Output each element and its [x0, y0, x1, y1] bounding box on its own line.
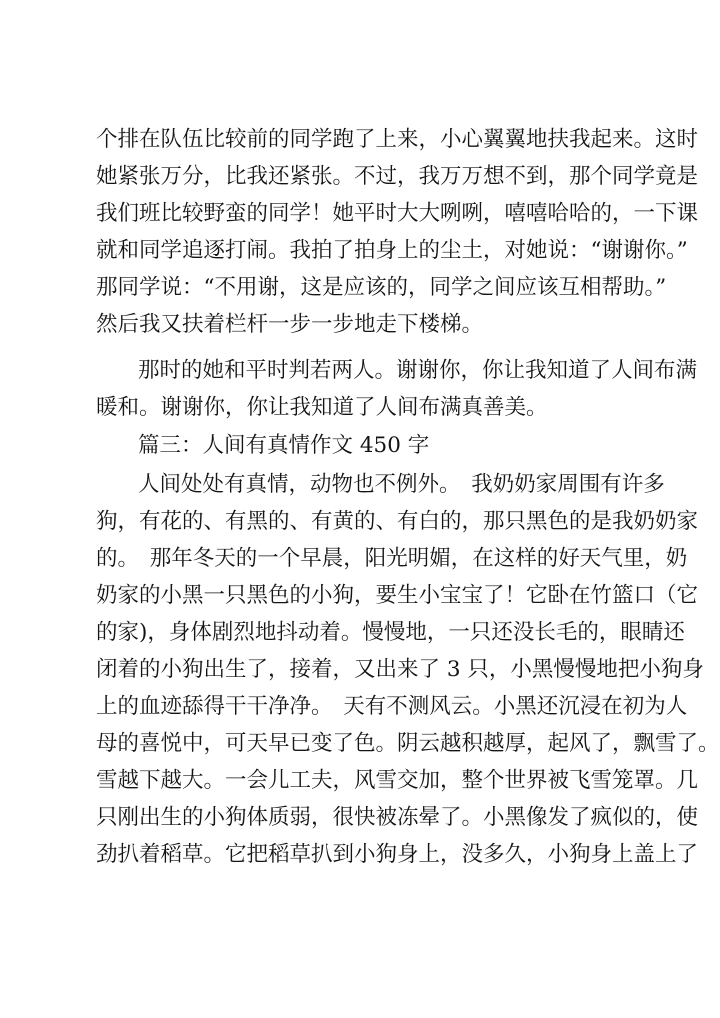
text-line-5: 那同学说：“不用谢，这是应该的，同学之间应该互相帮助。”: [96, 275, 667, 300]
text-line-20: 劲扒着稻草。它把稻草扒到小狗身上，没多久，小狗身上盖上了: [96, 842, 699, 867]
text-line-12: 的。 那年冬天的一个早晨，阳光明媚，在这样的好天气里，奶: [96, 546, 688, 571]
text-line-14: 的家)，身体剧烈地抖动着。慢慢地，一只还没长毛的，眼睛还: [96, 620, 685, 645]
text-line-3: 我们班比较野蛮的同学！她平时大大咧咧，嘻嘻哈哈的，一下课: [96, 201, 699, 226]
text-line-16: 上的血迹舔得干干净净。 天有不测风云。小黑还沉浸在初为人: [96, 694, 688, 719]
text-line-11: 狗，有花的、有黑的、有黄的、有白的，那只黑色的是我奶奶家: [96, 509, 699, 534]
text-line-10: 人间处处有真情，动物也不例外。 我奶奶家周围有许多: [138, 472, 665, 497]
text-line-13: 奶家的小黑一只黑色的小狗，要生小宝宝了！它卧在竹篮口（它: [96, 583, 699, 608]
section-heading: 篇三：人间有真情作文 450 字: [138, 433, 430, 458]
text-line-7: 那时的她和平时判若两人。谢谢你，你让我知道了人间布满: [138, 358, 698, 383]
text-line-15: 闭着的小狗出生了，接着，又出来了 3 只，小黑慢慢地把小狗身: [96, 657, 704, 682]
text-line-18: 雪越下越大。一会儿工夫，风雪交加，整个世界被飞雪笼罩。几: [96, 768, 699, 793]
text-line-6: 然后我又扶着栏杆一步一步地走下楼梯。: [96, 312, 484, 337]
text-line-2: 她紧张万分，比我还紧张。不过，我万万想不到，那个同学竟是: [96, 164, 699, 189]
text-line-17: 母的喜悦中，可天早已变了色。阴云越积越厚，起风了，飘雪了。: [96, 731, 720, 756]
text-line-1: 个排在队伍比较前的同学跑了上来，小心翼翼地扶我起来。这时: [96, 127, 699, 152]
text-line-4: 就和同学追逐打闹。我拍了拍身上的尘土，对她说：“谢谢你。”: [96, 238, 688, 263]
text-line-19: 只刚出生的小狗体质弱，很快被冻晕了。小黑像发了疯似的，使: [96, 805, 699, 830]
text-line-8: 暖和。谢谢你，你让我知道了人间布满真善美。: [96, 395, 548, 420]
